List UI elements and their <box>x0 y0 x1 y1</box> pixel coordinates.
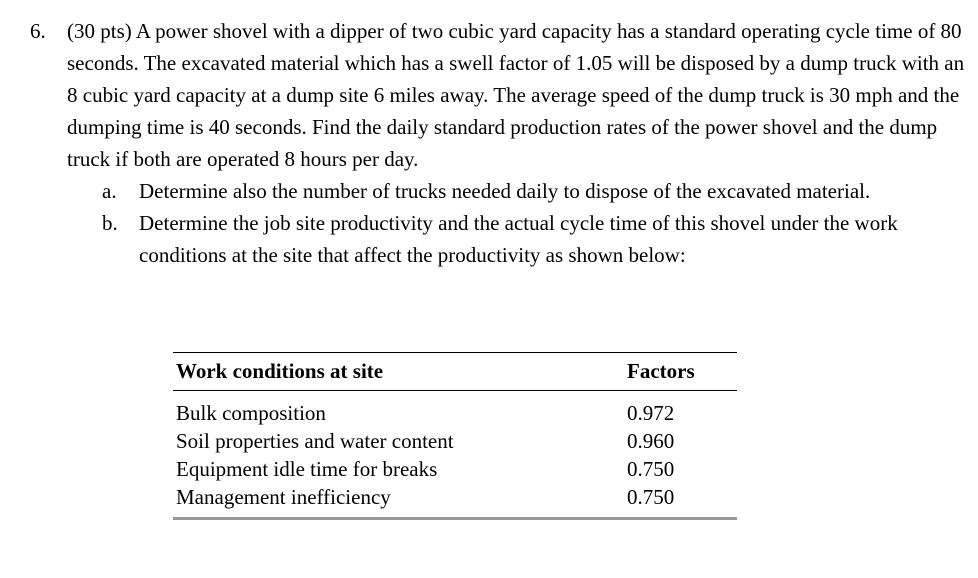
header-factors: Factors <box>627 353 737 391</box>
part-a <box>102 175 942 207</box>
factor-cell: 0.750 <box>627 483 737 519</box>
condition-cell: Management inefficiency <box>173 483 627 519</box>
table-row <box>173 391 737 428</box>
condition-cell: Equipment idle time for breaks <box>176 457 438 481</box>
part-b-text: Determine the job site productivity and the actual cycle time of this shovel under the work conditions at the site that affect the productivity as shown below: <box>139 211 898 267</box>
factor-cell: 0.972 <box>627 401 675 425</box>
part-b-letter: b. <box>102 211 118 235</box>
problem-6 <box>30 15 970 271</box>
factor-cell: 0.960 <box>627 429 675 453</box>
factor-cell: 0.750 <box>627 457 675 481</box>
work-conditions-table <box>173 352 737 520</box>
problem-statement <box>30 15 970 175</box>
part-a-letter: a. <box>102 179 117 203</box>
table-row <box>173 483 737 519</box>
table-header-row <box>173 353 737 391</box>
part-b <box>102 207 942 271</box>
problem-number: 6. <box>30 19 46 43</box>
problem-text: (30 pts) A power shovel with a dipper of two cubic yard capacity has a standard operating cycle time of 80 seconds. The excavated material which has a swell factor of 1.05 will be disposed by a dump truck with an 8 cubic yard capacity at a dump site 6 miles away. The average speed of the dump truck is 30 mph and the dumping time is 40 seconds. Find the daily standard production rates of the power shovel and the dump truck if both are operated 8 hours per day. <box>67 19 965 171</box>
table-row <box>173 427 737 455</box>
header-work-conditions: Work conditions at site <box>173 353 627 391</box>
condition-cell: Bulk composition <box>176 401 326 425</box>
part-a-text: Determine also the number of trucks needed daily to dispose of the excavated material. <box>139 179 871 203</box>
table-row <box>173 455 737 483</box>
condition-cell: Soil properties and water content <box>176 429 454 453</box>
problem-parts <box>102 175 942 271</box>
